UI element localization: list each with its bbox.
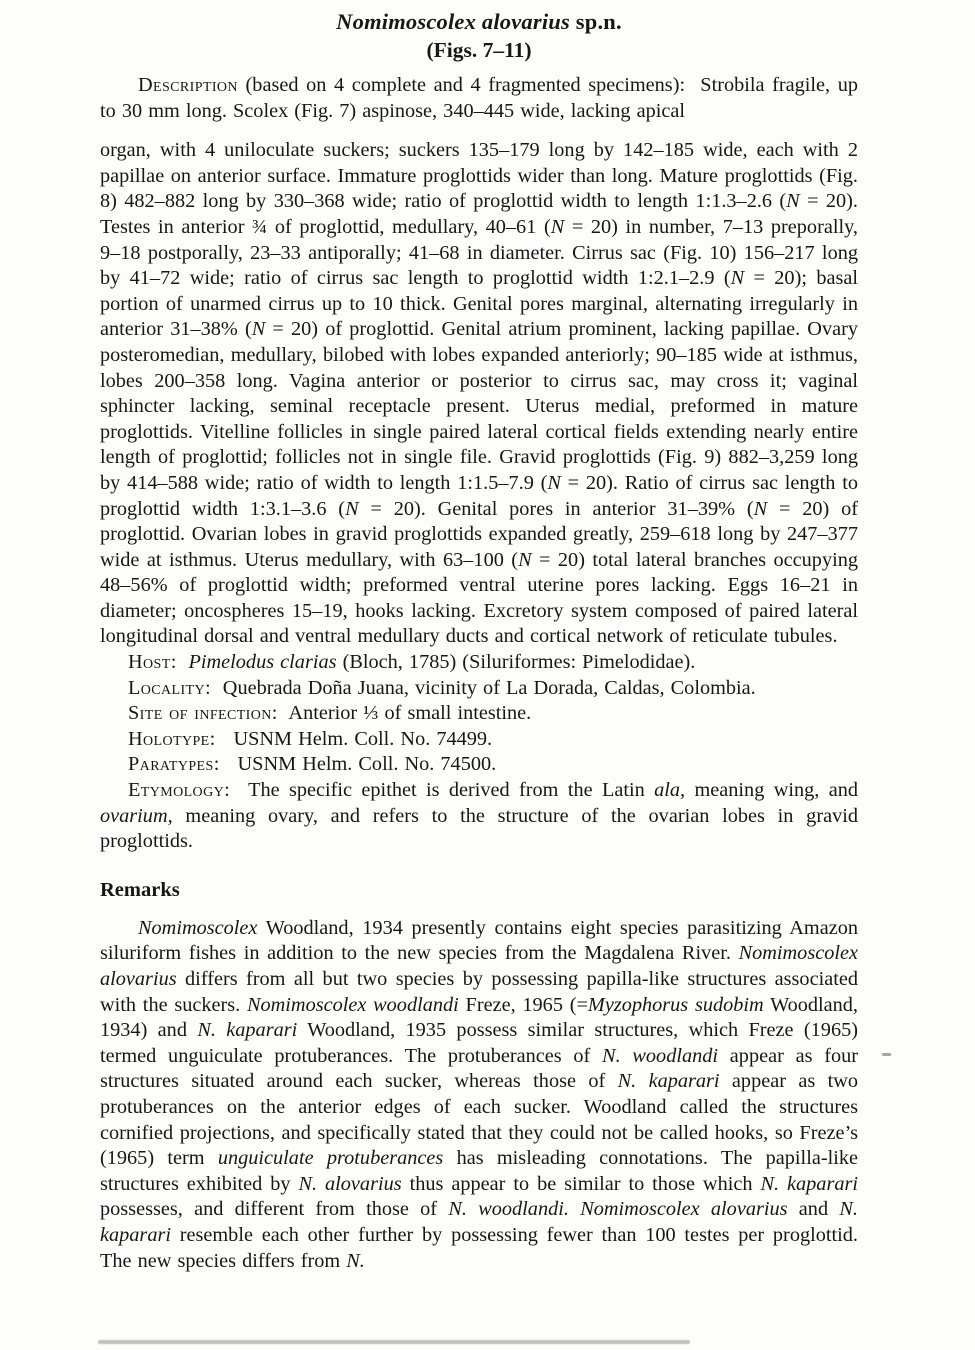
species-title: Nomimoscolex alovarius sp.n. xyxy=(336,9,622,34)
paragraph-etymology: Etymology: The specific epithet is derived from the Latin ala, meaning wing, and ovarium, meaning ovary, and refers to the structure of the ovarian lobes in gravid proglottids. xyxy=(100,779,858,853)
page-content xyxy=(100,8,858,1274)
paragraph-description-intro: Description (based on 4 complete and 4 fragmented specimens): Strobila fragile, up to 30 mm long. Scolex (Fig. 7) aspinose, 340–445 wide, lacking apical xyxy=(100,74,858,122)
scan-artifact-tick xyxy=(882,1053,891,1056)
remarks-heading: Remarks xyxy=(100,878,180,901)
figures-caption: (Figs. 7–11) xyxy=(426,38,532,62)
record-holotype: Holotype: USNM Helm. Coll. No. 74499. xyxy=(128,727,493,750)
record-locality: Locality: Quebrada Doña Juana, vicinity of La Dorada, Caldas, Colombia. xyxy=(128,676,756,699)
paragraph-remarks: Nomimoscolex Woodland, 1934 presently contains eight species parasitizing Amazon siluriform fishes in addition to the new species from the Magdalena River. Nomimoscolex alovarius differs from all but two species by possessing papilla-like structures associated with the suckers. Nomimoscolex woodlandi Freze, 1965 (=Myzophorus sudobim Woodland, 1934) and N. kaparari Woodland, 1935 possess similar structures, which Freze (1965) termed unguiculate protuberances. The protuberances of N. woodlandi appear as four structures situated around each sucker, whereas those of N. kaparari appear as two protuberances on the anterior edges of each sucker. Woodland called the structures cornified projections, and specifically stated that they could not be called hooks, so Freze’s (1965) term unguiculate protuberances has misleading connotations. The papilla-like structures exhibited by N. alovarius thus appear to be similar to those which N. kaparari possesses, and different from those of N. woodlandi. Nomimoscolex alovarius and N. kaparari resemble each other further by possessing fewer than 100 testes per proglottid. The new species differs from N. xyxy=(100,916,859,1272)
paragraph-description-body: organ, with 4 uniloculate suckers; suckers 135–179 long by 142–185 wide, each with 2 papillae on anterior surface. Immature proglottids wider than long. Mature proglottids (Fig. 8) 482–882 long by 330–368 wide; ratio of proglottid width to length 1:1.3–2.6 (N = 20). Testes in anterior ¾ of proglottid, medullary, 40–61 (N = 20) in number, 7–13 preporally, 9–18 postporally, 23–33 antiporally; 41–68 in diameter. Cirrus sac (Fig. 10) 156–217 long by 41–72 wide; ratio of cirrus sac length to proglottid width 1:2.1–2.9 (N = 20); basal portion of unarmed cirrus up to 10 thick. Genital pores marginal, alternating irregularly in anterior 31–38% (N = 20) of proglottid. Genital atrium prominent, lacking papillae. Ovary posteromedian, medullary, bilobed with lobes expanded anteriorly; 90–185 wide at isthmus, lobes 200–358 long. Vagina anterior or posterior to cirrus sac, may cross it; vaginal sphincter lacking, seminal receptacle present. Uterus medial, preformed in mature proglottids. Vitelline follicles in single paired lateral cortical fields extending nearly entire length of proglottid; follicles not in single file. Gravid proglottids (Fig. 9) 882–3,259 long by 414–588 wide; ratio of width to length 1:1.5–7.9 (N = 20). Ratio of cirrus sac length to proglottid width 1:3.1–3.6 (N = 20). Genital pores in anterior 31–39% (N = 20) of proglottid. Ovarian lobes in gravid proglottids expanded greatly, 259–618 long by 247–377 wide at isthmus. Uterus medullary, with 63–100 (N = 20) total lateral branches occupying 48–56% of proglottid width; preformed ventral uterine pores lacking. Eggs 16–21 in diameter; oncospheres 15–19, hooks lacking. Excretory system composed of paired lateral longitudinal dorsal and ventral medullary ducts and cortical network of reticulate tubules. xyxy=(100,139,858,648)
record-site-of-infection: Site of infection: Anterior ⅓ of small intestine. xyxy=(128,702,532,725)
record-host: Host: Pimelodus clarias (Bloch, 1785) (Siluriformes: Pimelodidae). xyxy=(128,651,696,674)
scan-artifact-smudge xyxy=(98,1340,690,1344)
record-paratypes: Paratypes: USNM Helm. Coll. No. 74500. xyxy=(128,753,497,776)
